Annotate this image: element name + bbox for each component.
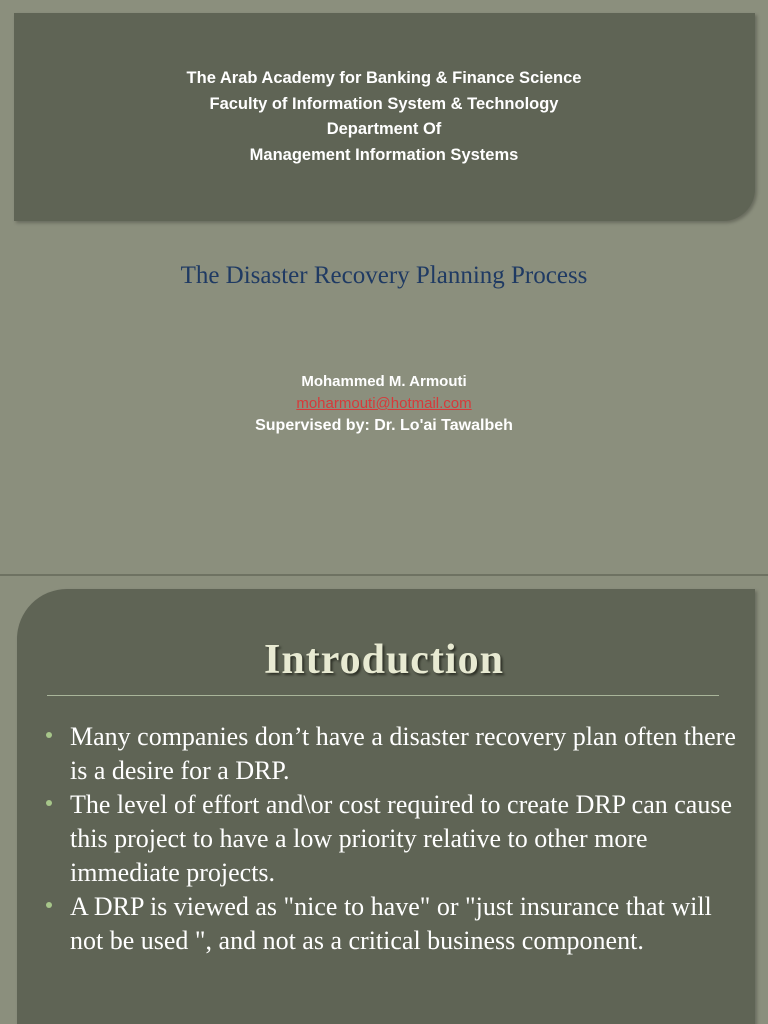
bullet-icon bbox=[46, 732, 52, 738]
faculty-name: Faculty of Information System & Technology bbox=[209, 94, 559, 113]
bullet-icon bbox=[46, 800, 52, 806]
slide-title: Introduction bbox=[264, 637, 504, 683]
author-block bbox=[0, 370, 768, 438]
title-underline bbox=[47, 695, 719, 696]
bullet-list bbox=[46, 720, 736, 958]
department-label: Department Of bbox=[326, 120, 442, 138]
bullet-text: Many companies don’t have a disaster recovery plan often there is a desire for a DRP. bbox=[70, 722, 736, 785]
bullet-text: The level of effort and\or cost required to create DRP can cause this project to have a low priority relative to other more immediate projects. bbox=[70, 790, 732, 887]
introduction-slide bbox=[0, 576, 768, 1024]
institution-name: The Arab Academy for Banking & Finance Science bbox=[186, 69, 582, 87]
institution-header bbox=[0, 66, 768, 168]
author-name: Mohammed M. Armouti bbox=[301, 373, 467, 390]
bullet-text: A DRP is viewed as "nice to have" or "just insurance that will not be used ", and not as a critical business component. bbox=[70, 892, 712, 955]
presentation-title: The Disaster Recovery Planning Process bbox=[180, 262, 588, 289]
author-email-link[interactable]: moharmouti@hotmail.com bbox=[296, 395, 472, 412]
supervisor-line: Supervised by: Dr. Lo'ai Tawalbeh bbox=[255, 417, 513, 434]
department-name: Management Information Systems bbox=[249, 145, 519, 164]
bullet-item bbox=[46, 890, 736, 958]
bullet-icon bbox=[46, 902, 52, 908]
bullet-item bbox=[46, 720, 736, 788]
bullet-item bbox=[46, 788, 736, 890]
